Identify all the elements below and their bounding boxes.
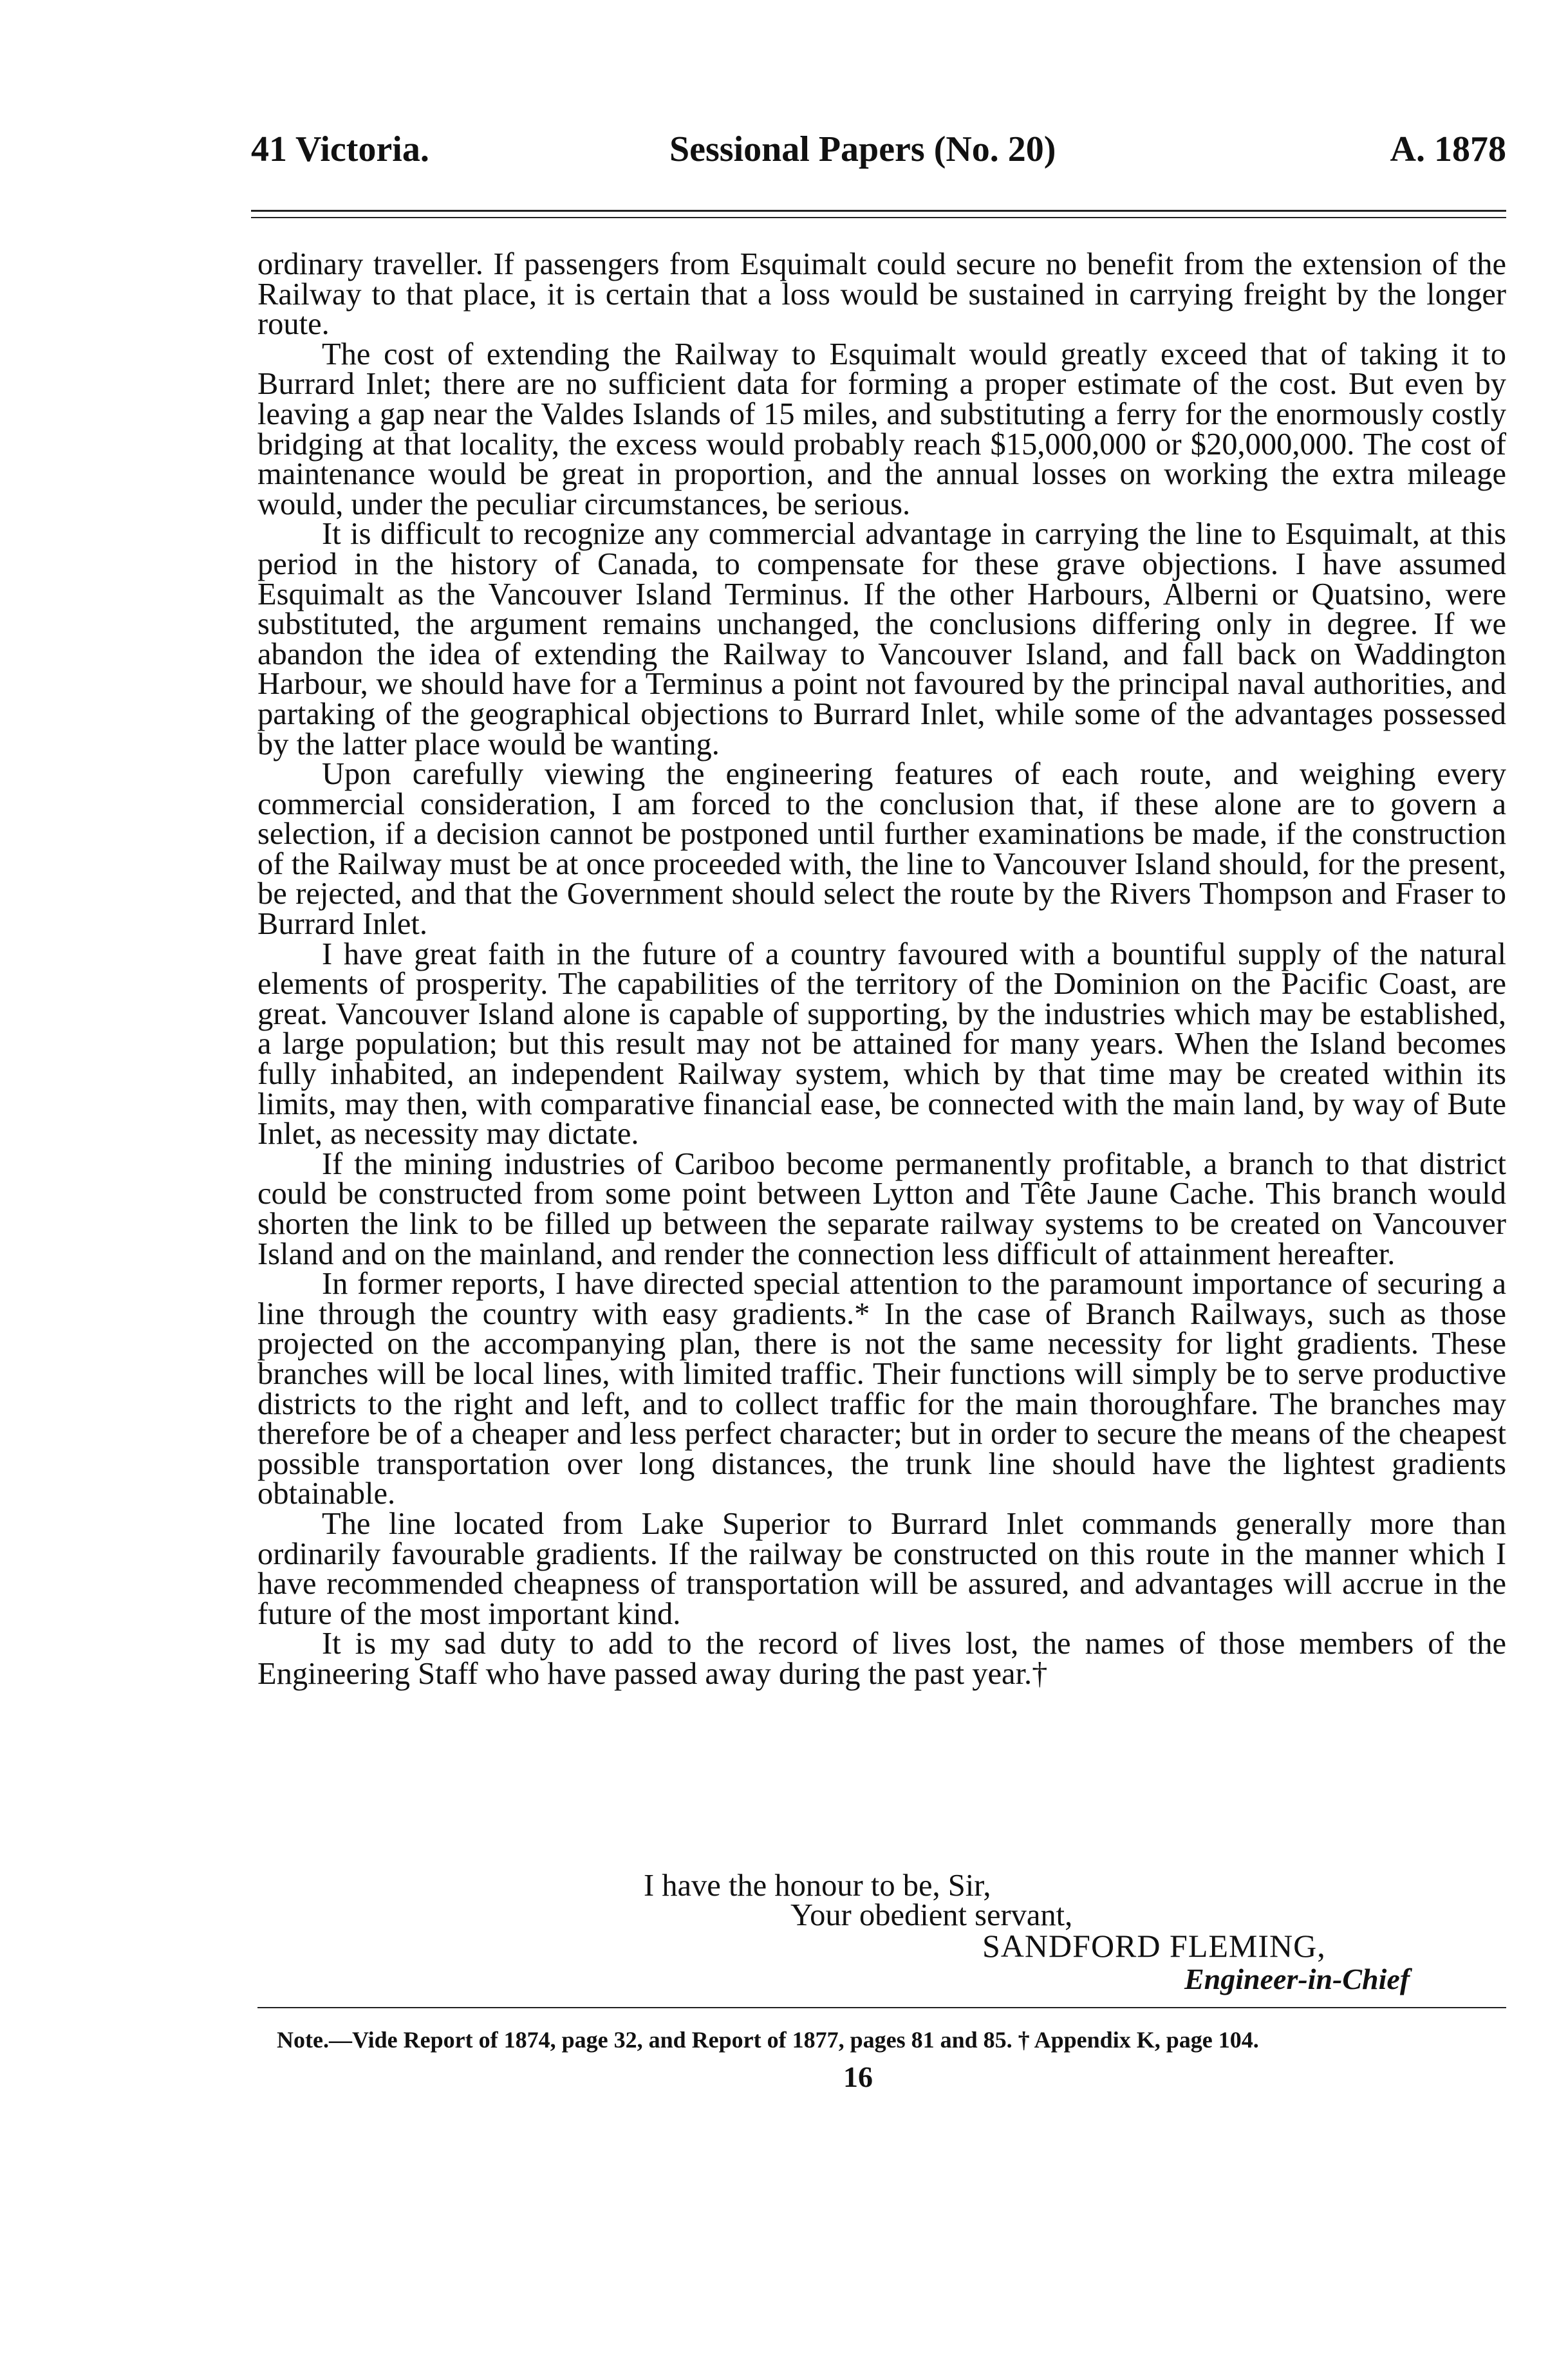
paragraph: Upon carefully viewing the engineering features of each route, and weighing every commercial consideration, I am forced to the conclusion that, if these alone are to govern a selection, if a decision cannot be postponed until further examinations be made, if the construction of the Railway must be at once proceeded with, the line to Vancouver Island should, for the present, be rejected, and that the Government should select the route by the Rivers Thompson and Fraser to Burrard Inlet. <box>257 757 1506 942</box>
signatory-title: Engineer-in-Chief <box>1184 1963 1410 1995</box>
header-rule-top <box>251 210 1506 212</box>
paragraph: It is my sad duty to add to the record of lives lost, the names of those members of the Engineering Staff who have passed away during the past year.† <box>257 1627 1506 1691</box>
paragraph: The cost of extending the Railway to Esquimalt would greatly exceed that of taking it to Burrard Inlet; there are no sufficient data for forming a proper estimate of the cost. But even by leaving a gap near the Valdes Islands of 15 miles, and substituting a ferry for the enormously costly bridging at that locality, the excess would probably reach $15,000,000 or $20,000,000. The cost of maintenance would be great in proportion, and the annual losses on working the extra mileage would, under the peculiar circumstances, be serious. <box>257 337 1506 521</box>
closing-servant: Your obedient servant, <box>790 1898 1073 1932</box>
footnote: Note.—Vide Report of 1874, page 32, and Report of 1877, pages 81 and 85. † Appendix K, page 104. <box>277 2027 1259 2053</box>
page-number: 16 <box>843 2060 873 2093</box>
header-sessional-papers: Sessional Papers (No. 20) <box>669 129 1056 169</box>
paragraph: The line located from Lake Superior to Burrard Inlet commands generally more than ordinarily favourable gradients. If the railway be constructed on this route in the manner which I have recommended cheapness of transportation will be assured, and advantages will accrue in the future of the most important kind. <box>257 1506 1506 1631</box>
paragraph: It is difficult to recognize any commercial advantage in carrying the line to Esquimalt, at this period in the history of Canada, to compensate for these grave objections. I have assumed Esquimalt as the Vancouver Island Terminus. If the other Harbours, Alberni or Quatsino, were substituted, the argument remains unchanged, the conclusions differing only in degree. If we abandon the idea of extending the Railway to Vancouver Island, and fall back on Waddington Harbour, we should have for a Terminus a point not favoured by the principal naval authorities, and partaking of the geographical objections to Burrard Inlet, while some of the advantages possessed by the latter place would be wanting. <box>257 517 1506 761</box>
header-rule-bottom <box>251 217 1506 218</box>
signatory-name: SANDFORD FLEMING, <box>982 1928 1326 1964</box>
paragraph: ordinary traveller. If passengers from Esquimalt could secure no benefit from the extension of the Railway to that place, it is certain that a loss would be sustained in carrying freight by the longer route. <box>257 247 1506 342</box>
paragraph: In former reports, I have directed special attention to the paramount importance of securing a line through the country with easy gradients.* In the case of Branch Railways, such as those projected on the accompanying plan, there is not the same necessity for light gradients. These branches will be local lines, with limited traffic. Their functions will simply be to serve productive districts to the right and left, and to collect traffic for the main thoroughfare. The branches may therefore be of a cheaper and less perfect character; but in order to secure the means of the cheapest possible transportation over long distances, the trunk line should have the lightest gradients obtainable. <box>257 1267 1506 1511</box>
paragraph: If the mining industries of Cariboo become permanently profitable, a branch to that district could be constructed from some point between Lytton and Tête Jaune Cache. This branch would shorten the link to be filled up between the separate railway systems to be created on Vancouver Island and on the mainland, and render the connection less difficult of attainment hereafter. <box>257 1146 1506 1271</box>
header-year: A. 1878 <box>1390 129 1506 169</box>
report-body <box>257 247 1506 1691</box>
footnote-rule <box>257 2007 1506 2008</box>
running-header <box>251 129 1506 180</box>
closing-honour: I have the honour to be, Sir, <box>644 1869 991 1903</box>
paragraph: I have great faith in the future of a country favoured with a bountiful supply of the natural elements of prosperity. The capabilities of the territory of the Dominion on the Pacific Coast, are great. Vancouver Island alone is capable of supporting, by the industries which may be established, a large population; but this result may not be attained for many years. When the Island becomes fully inhabited, an independent Railway system, which by that time may be created within its limits, may then, with comparative financial ease, be connected with the main land, by way of Bute Inlet, as necessity may dictate. <box>257 937 1506 1152</box>
header-session: 41 Victoria. <box>251 129 429 169</box>
